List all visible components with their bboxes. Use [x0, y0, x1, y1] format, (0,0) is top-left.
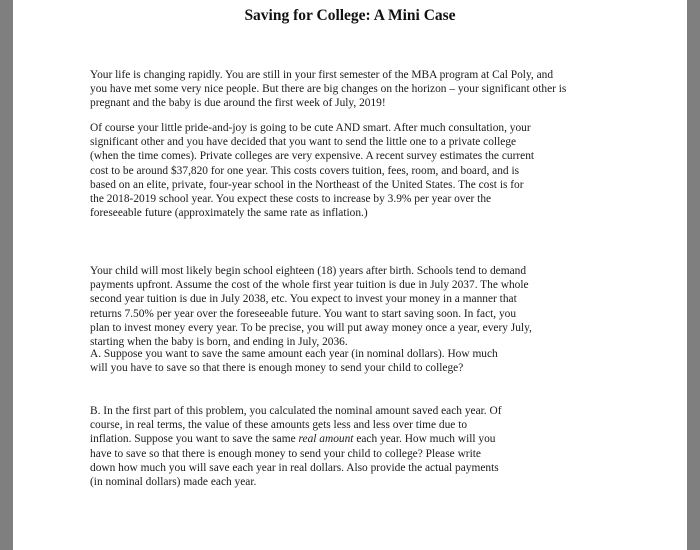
text-line: returns 7.50% per year over the foreseeable future. You want to start saving soon. In fact, you [90, 307, 517, 320]
text-line: have to save so that there is enough money to send your child to college? Please write [90, 447, 481, 460]
text-line: payments upfront. Assume the cost of the whole first year tuition is due in July 2037. The whole [90, 279, 529, 292]
text-line: Of course your little pride-and-joy is going to be cute AND smart. After much consultation, your [90, 122, 531, 134]
emphasized-text: real amount [298, 433, 354, 446]
text-line: Your life is changing rapidly. You are still in your first semester of the MBA program at Cal Poly, and [90, 69, 554, 81]
text-line: foreseeable future (approximately the same rate as inflation.) [90, 207, 368, 220]
text-line: down how much you will save each year in real dollars. Also provide the actual payments [90, 461, 499, 474]
text-line [90, 432, 670, 446]
text-line: plan to invest money every year. To be precise, you will put away money once a year, every July, [90, 321, 532, 334]
timeline-paragraph [90, 264, 670, 349]
text-fragment: inflation. Suppose you want to save the same [90, 433, 296, 446]
text-line: (when the time comes). Private colleges are very expensive. A recent survey estimates the current [90, 150, 535, 163]
text-line: B. In the first part of this problem, you calculated the nominal amount saved each year. Of [90, 405, 502, 417]
text-line: second year tuition is due in July 2038, etc. You expect to invest your money in a manner that [90, 293, 517, 306]
text-line: cost to be around $37,820 for one year. This costs covers tuition, fees, room, and board, and is [90, 164, 520, 177]
text-line: starting when the baby is born, and ending in July, 2036. [90, 336, 348, 349]
intro-paragraph [90, 68, 670, 111]
text-fragment: each year. How much will you [356, 433, 496, 446]
text-line: pregnant and the baby is due around the first week of July, 2019! [90, 97, 386, 110]
question-a [90, 347, 670, 375]
text-line: significant other and you have decided that you want to send the little one to a private college [90, 136, 517, 149]
cost-paragraph [90, 121, 670, 220]
text-line: Your child will most likely begin school eighteen (18) years after birth. Schools tend to demand [90, 265, 527, 277]
text-line: will you have to save so that there is enough money to send your child to college? [90, 362, 464, 375]
text-line: the 2018-2019 school year. You expect these costs to increase by 3.9% per year over the [90, 193, 492, 206]
document-page [13, 0, 687, 550]
page-title: Saving for College: A Mini Case [244, 7, 456, 24]
text-line: based on an elite, private, four-year school in the Northeast of the United States. The cost is for [90, 178, 524, 191]
text-line: you have met some very nice people. But there are big changes on the horizon – your significant other is [90, 83, 567, 96]
text-line: (in nominal dollars) made each year. [90, 476, 257, 489]
text-line: course, in real terms, the value of these amounts gets less and less over time due to [90, 419, 468, 432]
text-line: A. Suppose you want to save the same amount each year (in nominal dollars). How much [90, 348, 498, 360]
question-b [90, 404, 670, 489]
